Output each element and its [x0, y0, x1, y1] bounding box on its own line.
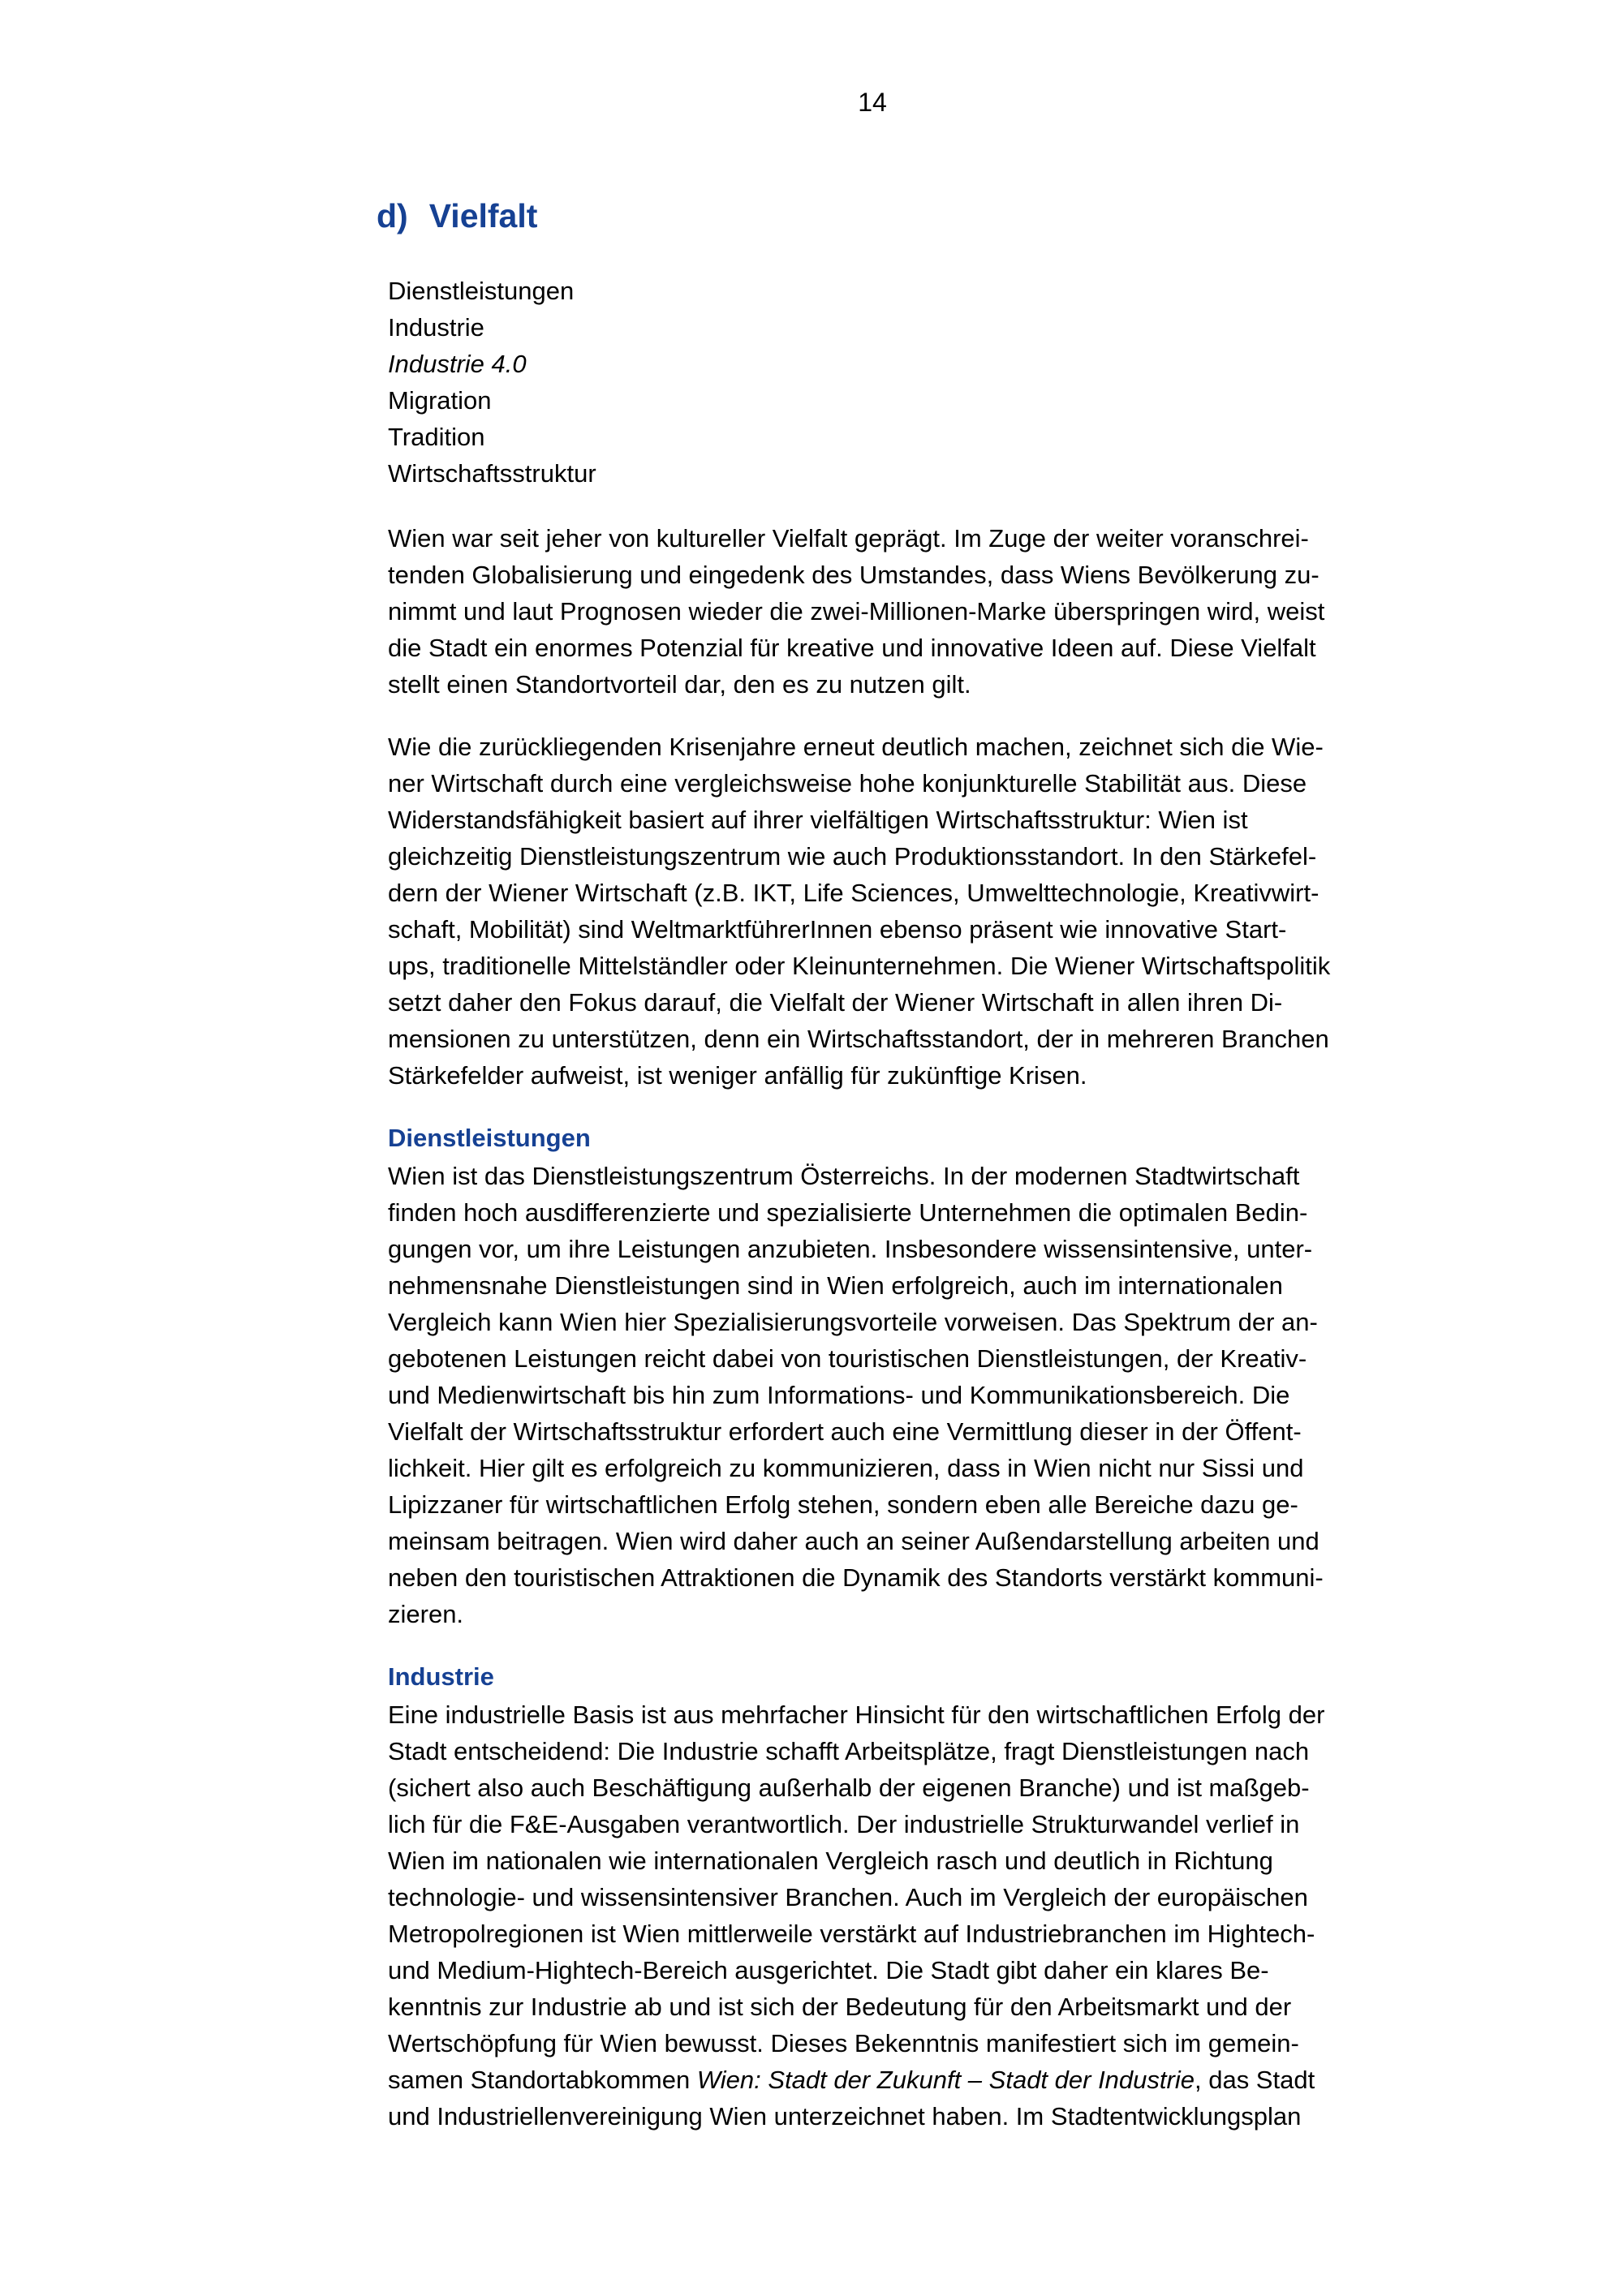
text-line [388, 1158, 1410, 1194]
text-segment: Metropolregionen ist Wien mittlerweile verstärkt auf Industriebranchen im Hightech- [388, 1920, 1315, 1948]
text-line [388, 2098, 1410, 2135]
text-segment: mensionen zu unterstützen, denn ein Wirtschaftsstandort, der in mehreren Branchen [388, 1025, 1329, 1053]
section-heading-prefix: d) [377, 197, 408, 234]
text-line [388, 1806, 1410, 1842]
text-line [388, 1304, 1410, 1340]
keyword: Migration [388, 386, 492, 415]
paragraph [388, 729, 1410, 1094]
text-line [388, 911, 1410, 948]
text-line [388, 520, 1410, 557]
text-line [388, 1340, 1410, 1377]
text-segment: und Industriellenvereinigung Wien unterzeichnet haben. Im Stadtentwicklungsplan [388, 2102, 1302, 2130]
text-line [388, 984, 1410, 1021]
text-segment: setzt daher den Fokus darauf, die Vielfalt der Wiener Wirtschaft in allen ihren Di- [388, 988, 1283, 1017]
text-segment: stellt einen Standortvorteil dar, den es zu nutzen gilt. [388, 670, 971, 699]
text-line [388, 1413, 1410, 1450]
text-line [388, 1915, 1410, 1952]
text-line [388, 1596, 1410, 1632]
paragraph [388, 520, 1410, 703]
text-segment: gleichzeitig Dienstleistungszentrum wie auch Produktionsstandort. In den Stärkefel- [388, 842, 1317, 871]
text-line [388, 1989, 1410, 2025]
text-segment: (sichert also auch Beschäftigung außerhalb der eigenen Branche) und ist maßgeb- [388, 1774, 1310, 1802]
keyword: Industrie [388, 313, 484, 342]
text-line [388, 557, 1410, 593]
text-line [388, 666, 1410, 703]
text-line [388, 593, 1410, 630]
text-segment: Widerstandsfähigkeit basiert auf ihrer vielfältigen Wirtschaftsstruktur: Wien ist [388, 806, 1248, 834]
text-segment: Wien ist das Dienstleistungszentrum Österreichs. In der modernen Stadtwirtschaft [388, 1162, 1300, 1190]
page-number: 14 [858, 88, 887, 117]
text-segment: Vergleich kann Wien hier Spezialisierungsvorteile vorweisen. Das Spektrum der an- [388, 1308, 1318, 1336]
text-segment: Wertschöpfung für Wien bewusst. Dieses Bekenntnis manifestiert sich im gemein- [388, 2029, 1299, 2057]
text-segment: dern der Wiener Wirtschaft (z.B. IKT, Life Sciences, Umwelttechnologie, Kreativwirt- [388, 879, 1319, 907]
text-segment: Lipizzaner für wirtschaftlichen Erfolg stehen, sondern eben alle Bereiche dazu ge- [388, 1490, 1298, 1519]
text-segment: zieren. [388, 1600, 464, 1628]
text-line [388, 1952, 1410, 1989]
text-segment: Stadt entscheidend: Die Industrie schafft Arbeitsplätze, fragt Dienstleistungen nach [388, 1737, 1310, 1765]
text-segment: und Medium-Hightech-Bereich ausgerichtet. Die Stadt gibt daher ein klares Be- [388, 1956, 1269, 1984]
text-line [388, 1267, 1410, 1304]
text-line [388, 2062, 1410, 2098]
text-segment: ups, traditionelle Mittelständler oder Kleinunternehmen. Die Wiener Wirtschaftspolitik [388, 952, 1331, 980]
text-segment: Vielfalt der Wirtschaftsstruktur erfordert auch eine Vermittlung dieser in der Öffent- [388, 1417, 1302, 1446]
text-line [388, 1377, 1410, 1413]
text-segment: gebotenen Leistungen reicht dabei von touristischen Dienstleistungen, der Kreativ- [388, 1344, 1307, 1373]
text-segment: , das Stadt [1194, 2066, 1315, 2094]
text-line [388, 765, 1410, 802]
text-column [377, 0, 1410, 2161]
text-segment: Wien im nationalen wie internationalen Vergleich rasch und deutlich in Richtung [388, 1847, 1273, 1875]
text-line [388, 1231, 1410, 1267]
text-line [388, 1559, 1410, 1596]
text-segment: die Stadt ein enormes Potenzial für kreative und innovative Ideen auf. Diese Vielfalt [388, 634, 1316, 662]
text-line [388, 1523, 1410, 1559]
text-segment: Wien war seit jeher von kultureller Vielfalt geprägt. Im Zuge der weiter voranschrei- [388, 524, 1309, 553]
text-segment: neben den touristischen Attraktionen die Dynamik des Standorts verstärkt kommuni- [388, 1563, 1324, 1592]
text-segment: nimmt und laut Prognosen wieder die zwei-Millionen-Marke überspringen wird, weist [388, 597, 1325, 626]
text-segment: lichkeit. Hier gilt es erfolgreich zu kommunizieren, dass in Wien nicht nur Sissi und [388, 1454, 1304, 1482]
paragraph [388, 1696, 1410, 2135]
text-line [388, 1450, 1410, 1486]
text-segment: kenntnis zur Industrie ab und ist sich der Bedeutung für den Arbeitsmarkt und der [388, 1993, 1292, 2021]
text-line [388, 2025, 1410, 2062]
text-segment: nehmensnahe Dienstleistungen sind in Wien erfolgreich, auch im internationalen [388, 1271, 1283, 1300]
text-segment: technologie- und wissensintensiver Branchen. Auch im Vergleich der europäischen [388, 1883, 1308, 1911]
text-line [388, 729, 1410, 765]
text-segment: schaft, Mobilität) sind WeltmarktführerInnen ebenso präsent wie innovative Start- [388, 915, 1287, 944]
paragraph [388, 1158, 1410, 1632]
text-line [388, 1733, 1410, 1769]
text-line [388, 948, 1410, 984]
text-segment: ner Wirtschaft durch eine vergleichsweise hohe konjunkturelle Stabilität aus. Diese [388, 769, 1307, 798]
text-line [388, 1194, 1410, 1231]
text-line [388, 1057, 1410, 1094]
text-line [388, 630, 1410, 666]
text-line [388, 1486, 1410, 1523]
text-segment: finden hoch ausdifferenzierte und spezialisierte Unternehmen die optimalen Bedin- [388, 1198, 1308, 1227]
text-segment: Stärkefelder aufweist, ist weniger anfällig für zukünftige Krisen. [388, 1061, 1087, 1090]
section-heading-title: Vielfalt [428, 197, 538, 234]
text-segment: Eine industrielle Basis ist aus mehrfacher Hinsicht für den wirtschaftlichen Erfolg der [388, 1701, 1325, 1729]
text-segment: samen Standortabkommen [388, 2066, 697, 2094]
text-line [388, 1696, 1410, 1733]
text-line [388, 1021, 1410, 1057]
text-line [388, 802, 1410, 838]
keyword: Dienstleistungen [388, 277, 575, 305]
keyword: Tradition [388, 423, 485, 451]
text-line [388, 1842, 1410, 1879]
text-line [388, 1879, 1410, 1915]
text-segment: meinsam beitragen. Wien wird daher auch an seiner Außendarstellung arbeiten und [388, 1527, 1319, 1555]
keyword: Industrie 4.0 [388, 350, 527, 378]
text-line [388, 1769, 1410, 1806]
subheading: Industrie [388, 1662, 494, 1691]
text-segment: und Medienwirtschaft bis hin zum Informations- und Kommunikationsbereich. Die [388, 1381, 1290, 1409]
subheading: Dienstleistungen [388, 1124, 591, 1152]
section-heading [377, 193, 1410, 239]
italic-text-segment: Wien: Stadt der Zukunft – Stadt der Industrie [696, 2066, 1195, 2094]
keyword-list [388, 273, 1410, 492]
text-segment: gungen vor, um ihre Leistungen anzubieten. Insbesondere wissensintensive, unter- [388, 1235, 1313, 1263]
body-content [388, 520, 1410, 2135]
text-line [388, 838, 1410, 875]
keyword: Wirtschaftsstruktur [388, 459, 596, 488]
text-segment: tenden Globalisierung und eingedenk des Umstandes, dass Wiens Bevölkerung zu- [388, 561, 1319, 589]
text-segment: Wie die zurückliegenden Krisenjahre erneut deutlich machen, zeichnet sich die Wie- [388, 733, 1324, 761]
text-line [388, 875, 1410, 911]
text-segment: lich für die F&E-Ausgaben verantwortlich. Der industrielle Strukturwandel verlief in [388, 1810, 1300, 1838]
